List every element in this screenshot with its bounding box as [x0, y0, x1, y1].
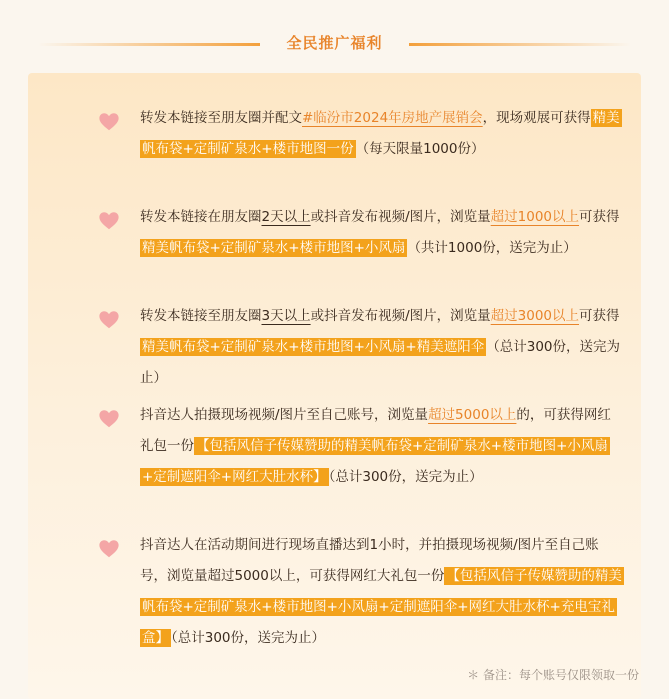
text-segment: 或抖音发布视频/图片，浏览量: [310, 209, 491, 225]
heart-icon: [98, 111, 120, 133]
text-segment: 转发本链接在朋友圈: [140, 209, 262, 225]
benefit-text: [140, 400, 624, 493]
quota-text: （共计1000份，送完为止）: [407, 240, 577, 256]
quota-text: （总计300份，送完为止）: [140, 339, 621, 386]
benefit-text: [140, 202, 624, 264]
text-segment: 转发本链接至朋友圈并配文: [140, 110, 302, 126]
section-title: 全民推广福利: [286, 34, 383, 52]
text-segment: 抖音达人拍摄现场视频/图片至自己账号，浏览量: [140, 407, 429, 423]
hashtag-link[interactable]: #临汾市2024年房地产展销会: [302, 110, 483, 126]
views-threshold: 超过5000以上: [428, 407, 517, 423]
reward-highlight: 精美帆布袋+定制矿泉水+楼市地图+小风扇+精美遮阳伞: [142, 339, 485, 355]
reward-highlight: 精美帆布袋+定制矿泉水+楼市地图+小风扇: [142, 240, 406, 256]
text-segment: 可获得: [579, 308, 620, 324]
benefits-card: [28, 73, 641, 699]
heart-icon: [98, 210, 120, 232]
benefit-text: [140, 103, 624, 165]
reward-highlight: 【包括风信子传媒赞助的精美帆布袋+定制矿泉水+楼市地图+小风扇+定制遮阳伞+网红大肚水杯】: [142, 438, 608, 485]
quota-text: （每天限量1000份）: [355, 141, 485, 157]
benefit-text: [140, 301, 624, 394]
footnote: ＊ 备注：每个账号仅限领取一份: [467, 668, 639, 682]
quota-text: （总计300份，送完为止）: [328, 469, 483, 485]
text-segment: 可获得: [579, 209, 620, 225]
text-segment: 抖音达人在活动期间进行现场直播达到1小时，并拍摄现场视频/图片至自己账号，浏览量超过5000以上，可获得网红大礼包一份: [140, 537, 599, 584]
text-segment: 转发本链接至朋友圈: [140, 308, 262, 324]
quota-text: （总计300份，送完为止）: [171, 630, 326, 646]
heart-icon: [98, 309, 120, 331]
heart-icon: [98, 538, 120, 560]
duration-underline: 2天以上: [261, 209, 311, 225]
text-segment: ，现场观展可获得: [482, 110, 591, 126]
reward-highlight: 精美帆布袋+定制矿泉水+楼市地图一份: [142, 110, 620, 157]
text-segment: 或抖音发布视频/图片，浏览量: [310, 308, 491, 324]
views-threshold: 超过1000以上: [490, 209, 580, 225]
text-segment: 的，可获得网红礼包一份: [140, 407, 611, 454]
benefit-text: [140, 530, 624, 654]
heart-icon: [98, 408, 120, 430]
section-header: [0, 28, 669, 60]
duration-underline: 3天以上: [261, 308, 311, 324]
reward-highlight: 【包括风信子传媒赞助的精美帆布袋+定制矿泉水+楼市地图+小风扇+定制遮阳伞+网红大肚水杯+充电宝礼盒】: [142, 568, 622, 646]
views-threshold: 超过3000以上: [490, 308, 580, 324]
header-line-right: [409, 43, 631, 46]
